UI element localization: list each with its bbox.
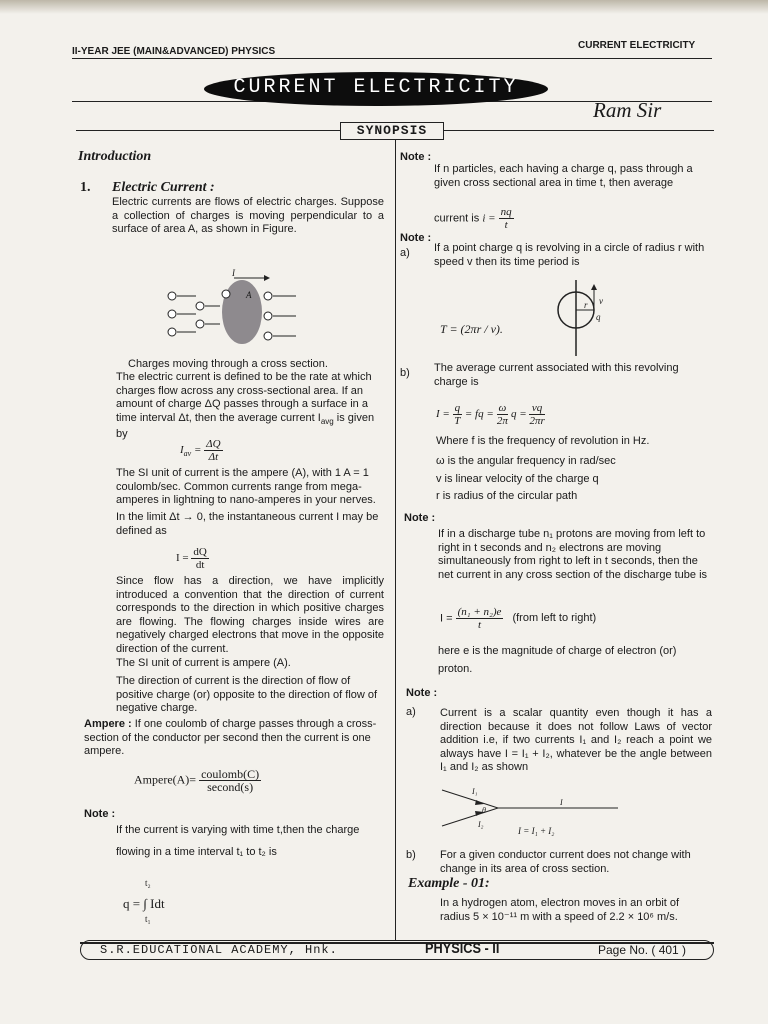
figure-i1-label: I₁ <box>472 787 478 796</box>
discharge-current-equation: I = $\frac{\text{(n₁ + n₂)e}}{t}$ (from left to right) <box>440 606 597 631</box>
synopsis-label: SYNOPSIS <box>340 122 444 140</box>
footer-subject: PHYSICS - II <box>425 940 500 957</box>
scan-edge <box>0 0 768 14</box>
integral-lower-limit: t₁ <box>145 914 151 924</box>
section-title: Electric Current : <box>112 180 215 195</box>
note-heading-left: Note : <box>84 808 116 820</box>
where-frequency: Where f is the frequency of revolution in Hz. <box>436 435 650 447</box>
paragraph-si-ampere: The SI unit of current is ampere (A). <box>116 657 291 669</box>
intro-heading: Introduction <box>78 149 152 164</box>
note-heading-2: Note : <box>400 232 432 244</box>
paragraph-intro: Electric currents are flows of electric charges. Suppose a collection of charges is moving perpendicular to a surface of area A, as shown in Figure. <box>112 196 384 235</box>
figure-current-label: I <box>232 268 235 278</box>
charge-integral-equation: q = ∫ Idt <box>123 896 165 911</box>
column-divider <box>395 140 396 940</box>
course-header: II-YEAR JEE (MAIN&ADVANCED) PHYSICS <box>72 46 276 57</box>
ampere-definition: Ampere : If one coulomb of charge passes through a cross-section of the conductor per second then the current is one ampere. <box>84 718 377 757</box>
chapter-header: CURRENT ELECTRICITY <box>578 40 696 51</box>
paragraph-direction-flow: The direction of current is the direction of flow of positive charge (or) opposite to the direction of flow of negative charge. <box>116 675 378 714</box>
note-text-line1: If the current is varying with time t,then the charge <box>116 824 360 836</box>
paragraph-limit: In the limit Δt → 0, the instantaneous current I may be defined as <box>116 511 379 537</box>
note-heading-1: Note : <box>400 151 432 163</box>
note4-a-label: a) <box>406 706 416 718</box>
paragraph-si-unit: The SI unit of current is the ampere (A), with 1 A = 1 coulomb/sec. Common currents range from mega-amperes in lightning to nano-amperes in your nerves. <box>116 467 376 506</box>
velocity-label: v <box>599 296 603 306</box>
note1-equation: current is i = $\frac{nq}{t}$ <box>434 206 512 231</box>
note3-after: here e is the magnitude of charge of electron (or) proton. <box>438 645 677 675</box>
instantaneous-current-equation: I = $\frac{dQ}{dt}$ <box>176 546 207 571</box>
where-radius: r is radius of the circular path <box>436 490 578 502</box>
handwritten-signature: Ram Sir <box>593 98 662 122</box>
example-heading: Example - 01: <box>408 876 490 891</box>
charge-flow-figure <box>156 266 316 358</box>
note3-text: If in a discharge tube n₁ protons are moving from left to right in t seconds and n₂ electrons are moving simultaneously from right to left in t seconds, then the net current in any cross section of the discharge tube is <box>438 528 708 581</box>
note2-a-text: If a point charge q is revolving in a circle of radius r with speed v then its time period is <box>434 242 705 268</box>
where-velocity: v is linear velocity of the charge q <box>436 473 599 485</box>
synopsis-rule-left <box>76 130 340 131</box>
note4-b-text: For a given conductor current does not change with change in its area of cross section. <box>440 849 691 875</box>
header-rule <box>72 58 712 59</box>
note-heading-4: Note : <box>406 687 438 699</box>
note-heading-3: Note : <box>404 512 436 524</box>
average-current-equation: $I_{av}$ = $\frac{\Delta Q}{\Delta t}$ <box>180 438 221 463</box>
note2-a-label: a) <box>400 247 410 259</box>
example-text: In a hydrogen atom, electron moves in an orbit of radius 5 × 10⁻¹¹ m with a speed of 2.2 × 10⁶ m/s. <box>440 897 680 923</box>
ampere-equation: Ampere(A)= $\frac{\text{coulomb(C)}}{\text{second(s)}}$ <box>134 767 260 794</box>
figure-theta-label: θ <box>482 806 486 815</box>
figure-area-label: A <box>246 290 252 300</box>
note4-a-text: Current is a scalar quantity even though it has a direction because it does not follow Laws of vector addition i.e, if two currents I₁ and I₂ reach a point we always have I = I₁ + I₂, whatever be the angle between I₁ and I₂ as shown <box>440 707 712 773</box>
note4-b-label: b) <box>406 849 416 861</box>
paragraph-definition: The electric current is defined to be the rate at which charges flow across any cross-sectional area. If an amount of charge ΔQ passes through a surface in a time interval Δt, then the average current $I_{avg}$ is given by <box>116 371 375 441</box>
average-current-revolving-equation: I = $\frac{q}{T}$ = fq = $\frac{\omega}{2\pi}$ q = $\frac{vq}{2\pi r}$ <box>436 402 545 427</box>
revolving-charge-figure <box>548 272 620 358</box>
section-number: 1. <box>80 180 91 195</box>
figure-caption: Charges moving through a cross section. <box>128 358 328 370</box>
figure-i2-label: I₂ <box>478 820 484 829</box>
footer-academy: S.R.EDUCATIONAL ACADEMY, Hnk. <box>100 943 338 957</box>
page-title: CURRENT ELECTRICITY <box>233 76 519 99</box>
time-period-equation: T = (2πr / v). <box>440 322 503 336</box>
charge-label: q <box>596 312 601 322</box>
current-sum-equation: I = I₁ + I₂ <box>518 826 555 836</box>
where-angular: ω is the angular frequency in rad/sec <box>436 455 616 467</box>
figure-i-label: I <box>560 798 563 807</box>
paragraph-direction: Since flow has a direction, we have implicitly introduced a convention that the direction of current corresponds to the direction in which positive charges are flowing. The flowing charges inside wires are negatively charged electrons that move in the opposite direction of the current. <box>116 575 384 655</box>
integral-upper-limit: t₂ <box>145 878 151 888</box>
note2-b-text: The average current associated with this revolving charge is <box>434 362 679 388</box>
radius-label: r <box>584 300 588 310</box>
note2-b-label: b) <box>400 367 410 379</box>
footer-page-number: Page No. ( 401 ) <box>598 943 687 957</box>
synopsis-rule-right <box>444 130 714 131</box>
note-text-line2: flowing in a time interval t₁ to t₂ is <box>116 846 277 858</box>
note1-text: If n particles, each having a charge q, pass through a given cross sectional area in time t, then average <box>434 163 693 189</box>
